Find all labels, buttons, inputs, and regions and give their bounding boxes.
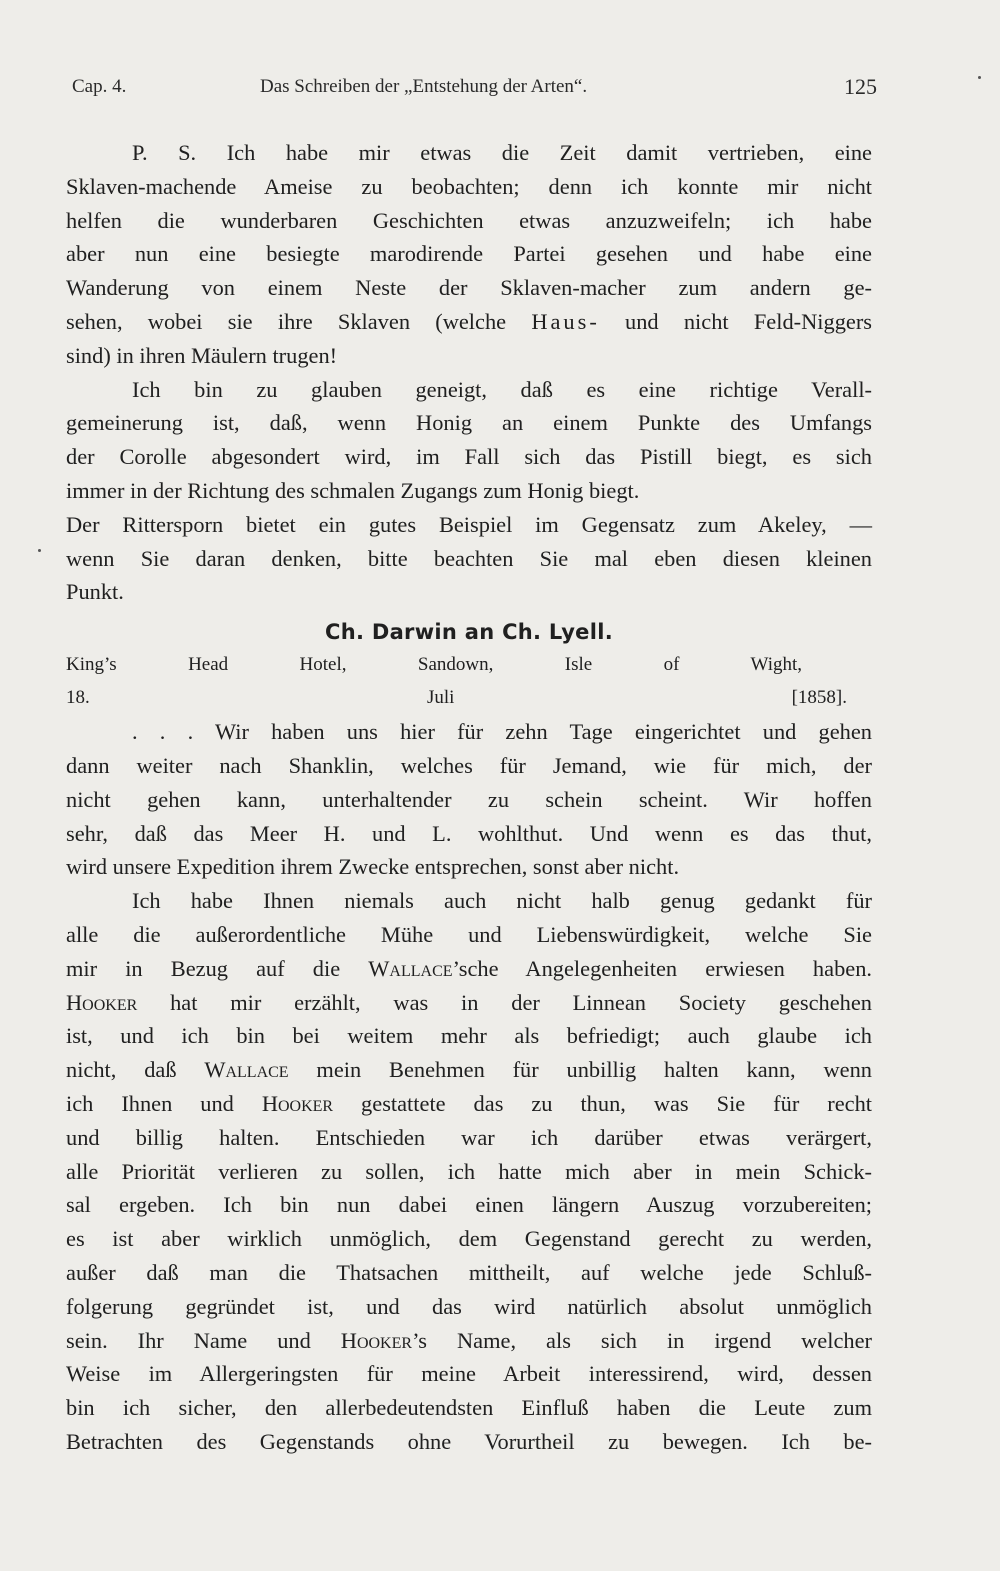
letter-place: King’s Head Hotel, Sandown, Isle of Wight,: [66, 654, 802, 676]
name-small-caps: Wallace: [204, 1057, 289, 1083]
text-run: sein. Ihr Name und: [66, 1327, 341, 1353]
text-line: sal ergeben. Ich bin nun dabei einen längern Auszug vorzubereiten;: [66, 1192, 872, 1218]
name-small-caps: Wallace: [368, 955, 453, 981]
text-run: hat mir erzählt, was in der Linnean Society geschehen: [137, 989, 872, 1015]
text-run: ’sche Angelegenheiten erwiesen haben.: [452, 955, 872, 981]
margin-speck: [978, 76, 981, 79]
sandown-paragraph: [66, 715, 872, 884]
text-line: sehr, daß das Meer H. und L. wohlthut. Und wenn es das thut,: [66, 820, 872, 846]
text-line: nicht gehen kann, unterhaltender zu schein scheint. Wir hoffen: [66, 786, 872, 812]
text-line: folgerung gegründet ist, und das wird natürlich absolut unmöglich: [66, 1293, 872, 1319]
text-line: aber nun eine besiegte marodirende Partei gesehen und habe eine: [66, 241, 872, 267]
text-line: [66, 1053, 872, 1087]
corolla-paragraph: [66, 373, 872, 610]
text-line: [66, 305, 872, 339]
text-line: [66, 952, 872, 986]
text-line: Sklaven-machende Ameise zu beobachten; denn ich konnte mir nicht: [66, 173, 872, 199]
text-run: und nicht Feld-Niggers: [599, 308, 872, 334]
text-line: ist, und ich bin bei weitem mehr als befriedigt; auch glaube ich: [66, 1023, 872, 1049]
thanks-paragraph: [66, 884, 872, 1459]
text-run: ich Ihnen und: [66, 1090, 262, 1116]
text-run: nicht, daß: [66, 1057, 205, 1083]
text-run: sehen, wobei sie ihre Sklaven (welche: [66, 308, 532, 334]
text-line: . . . Wir haben uns hier für zehn Tage eingerichtet und gehen: [132, 719, 872, 745]
emphasis-spaced: Haus-: [531, 308, 600, 334]
text-run: mir in Bezug auf die: [66, 955, 369, 981]
name-small-caps: Hooker: [66, 989, 138, 1015]
page-number: 125: [844, 74, 877, 99]
ps-paragraph: [66, 136, 872, 373]
text-line: es ist aber wirklich unmöglich, dem Gegenstand gerecht zu werden,: [66, 1226, 872, 1252]
name-small-caps: Hooker: [340, 1327, 413, 1353]
text-line: dann weiter nach Shanklin, welches für Jemand, wie für mich, der: [66, 752, 872, 778]
name-small-caps: Hooker: [261, 1090, 334, 1116]
text-line: immer in der Richtung des schmalen Zugangs zum Honig biegt.: [66, 477, 640, 503]
text-line: Wanderung von einem Neste der Sklaven-macher zum andern ge-: [66, 275, 872, 301]
running-head: [72, 74, 877, 104]
text-line: Punkt.: [66, 579, 124, 605]
text-line: außer daß man die Thatsachen mittheilt, auf welche jede Schluß-: [66, 1259, 872, 1285]
text-run: ’s Name, als sich in irgend welcher: [412, 1327, 872, 1353]
text-line: und billig halten. Entschieden war ich darüber etwas verärgert,: [66, 1124, 872, 1150]
text-line: gemeinerung ist, daß, wenn Honig an einem Punkte des Umfangs: [66, 410, 872, 436]
text-line: [66, 1087, 872, 1121]
text-line: wird unsere Expedition ihrem Zwecke entsprechen, sonst aber nicht.: [66, 854, 680, 880]
margin-speck: [38, 549, 41, 552]
text-line: Der Rittersporn bietet ein gutes Beispiel im Gegensatz zum Akeley, —: [66, 511, 872, 537]
letter-date: 18. Juli [1858].: [66, 687, 847, 709]
text-run: gestattete das zu thun, was Sie für recht: [333, 1090, 873, 1116]
text-line: alle Priorität verlieren zu sollen, ich hatte mich aber in mein Schick-: [66, 1158, 872, 1184]
text-line: Betrachten des Gegenstands ohne Vorurtheil zu bewegen. Ich be-: [66, 1428, 872, 1454]
text-line: [66, 1324, 872, 1358]
letter-heading: Ch. Darwin an Ch. Lyell.: [324, 620, 613, 645]
text-line: helfen die wunderbaren Geschichten etwas anzuzweifeln; ich habe: [66, 207, 872, 233]
text-line: sind) in ihren Mäulern trugen!: [66, 342, 338, 368]
text-line: Ich habe Ihnen niemals auch nicht halb genug gedankt für: [132, 888, 872, 914]
text-line: Weise im Allergeringsten für meine Arbeit interessirend, wird, dessen: [66, 1361, 872, 1387]
text-line: alle die außerordentliche Mühe und Liebenswürdigkeit, welche Sie: [66, 921, 872, 947]
text-line: der Corolle abgesondert wird, im Fall sich das Pistill biegt, es sich: [66, 444, 872, 470]
text-line: P. S. Ich habe mir etwas die Zeit damit vertrieben, eine: [132, 140, 872, 165]
text-line: [66, 986, 872, 1020]
body-text: [66, 136, 872, 1459]
text-line: bin ich sicher, den allerbedeutendsten Einfluß haben die Leute zum: [66, 1395, 872, 1421]
text-line: wenn Sie daran denken, bitte beachten Sie mal eben diesen kleinen: [66, 545, 872, 571]
text-run: mein Benehmen für unbillig halten kann, wenn: [288, 1057, 872, 1083]
running-title: Das Schreiben der „Entstehung der Arten“.: [260, 76, 588, 97]
chapter-label: Cap. 4.: [72, 76, 127, 97]
text-line: Ich bin zu glauben geneigt, daß es eine richtige Verall-: [132, 376, 872, 402]
